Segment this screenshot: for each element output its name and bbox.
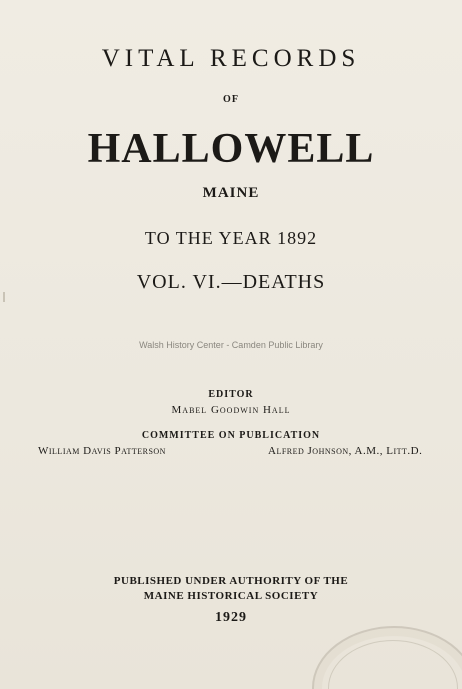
title-line-1: VITAL RECORDS bbox=[101, 45, 361, 72]
page-edge-mark bbox=[3, 292, 5, 302]
editor-name: Mabel Goodwin Hall bbox=[171, 404, 291, 416]
town-name: HALLOWELL bbox=[87, 126, 375, 172]
period: TO THE YEAR 1892 bbox=[144, 228, 318, 248]
publication-year: 1929 bbox=[215, 610, 247, 625]
editor-heading: EDITOR bbox=[208, 389, 254, 400]
committee-member: William Davis Patterson bbox=[38, 445, 166, 457]
state-name: MAINE bbox=[202, 185, 260, 201]
publisher-line-2: MAINE HISTORICAL SOCIETY bbox=[143, 590, 319, 602]
library-watermark: Walsh History Center - Camden Public Library bbox=[139, 340, 323, 350]
committee-member: Alfred Johnson, A.M., Litt.D. bbox=[268, 445, 423, 457]
title-line-2: OF bbox=[223, 94, 239, 105]
publisher-line-1: PUBLISHED UNDER AUTHORITY OF THE bbox=[113, 575, 349, 587]
volume-title: VOL. VI.—DEATHS bbox=[136, 271, 326, 293]
committee-heading: COMMITTEE ON PUBLICATION bbox=[141, 430, 321, 441]
embossed-seal-icon bbox=[312, 626, 462, 689]
seal-inner-ring bbox=[328, 640, 458, 689]
